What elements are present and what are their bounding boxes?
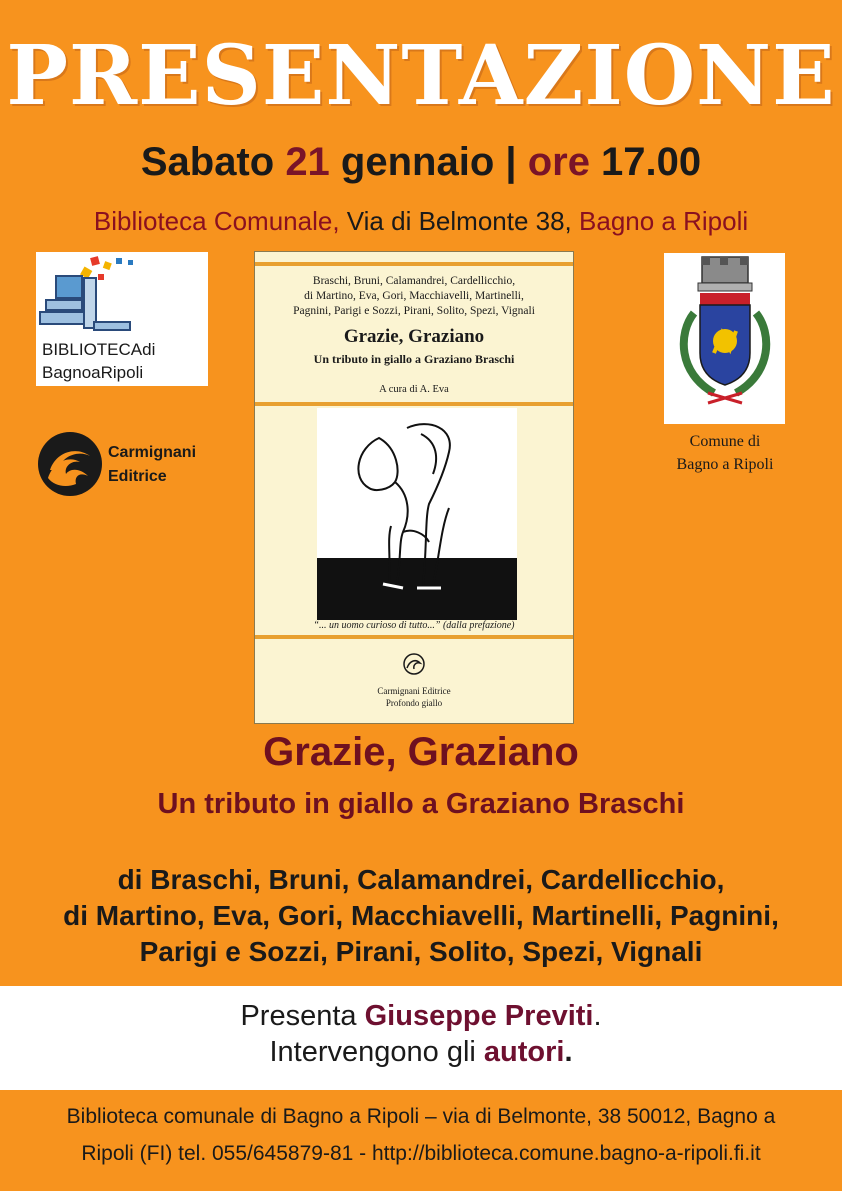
presenter-line: [0, 1000, 842, 1033]
coat-of-arms-icon: [664, 253, 785, 424]
book-title: Grazie, Graziano: [263, 730, 579, 774]
book-authors-line1: di Braschi, Bruni, Calamandrei, Cardellicchio,: [117, 864, 725, 895]
book-subtitle: Un tributo in giallo a Graziano Braschi: [157, 788, 685, 820]
cover-illustration: [317, 408, 517, 620]
venue-place: Biblioteca Comunale,: [93, 206, 340, 236]
speakers-suffix: .: [564, 1036, 573, 1068]
cover-curator: A cura di A. Eva: [379, 384, 449, 395]
event-date: [0, 140, 842, 185]
library-logo-icon: [36, 252, 208, 342]
venue-street: Via di Belmonte 38,: [339, 206, 572, 236]
municipality-crest: [664, 253, 785, 424]
footer-line2: Ripoli (FI) tel. 055/645879-81 - http://biblioteca.comune.bagno-a-ripoli.fi.it: [81, 1142, 761, 1165]
publisher-logo: [36, 430, 226, 500]
publisher-mark-icon: [402, 652, 426, 676]
publisher-logo-line2: Editrice: [108, 468, 167, 485]
municipality-caption-line2: Bagno a Ripoli: [676, 456, 774, 473]
speakers-prefix: Intervengono gli: [269, 1036, 484, 1068]
speakers-line: [0, 1036, 842, 1069]
presenter-name: Giuseppe Previti: [364, 1000, 594, 1032]
event-venue: [0, 206, 842, 237]
book-authors-line3: Parigi e Sozzi, Pirani, Solito, Spezi, Vignali: [139, 936, 703, 967]
cover-stripe: [255, 635, 573, 639]
cover-quote: “... un uomo curioso di tutto...” (dalla prefazione): [313, 620, 515, 631]
book-authors: [0, 862, 842, 970]
cover-authors-line3: Pagnini, Parigi e Sozzi, Pirani, Solito, Spezi, Vignali: [293, 305, 535, 317]
library-logo-line2: BagnoaRipoli: [42, 363, 144, 382]
date-day-number: 21: [285, 140, 330, 184]
date-ore-label: ore: [527, 140, 590, 184]
presenter-prefix: Presenta: [240, 1000, 365, 1032]
cover-stripe: [255, 262, 573, 266]
poster-title: PRESENTAZIONE: [6, 28, 836, 124]
footer-line1: Biblioteca comunale di Bagno a Ripoli – via di Belmonte, 38 50012, Bagno a: [66, 1105, 776, 1128]
cover-authors-line1: Braschi, Bruni, Calamandrei, Cardellicchio,: [312, 275, 516, 287]
wave-icon: [36, 430, 106, 500]
library-logo: [36, 252, 208, 386]
publisher-logo-line1: Carmignani: [108, 444, 197, 461]
cover-title: Grazie, Graziano: [343, 326, 485, 347]
book-authors-line2: di Martino, Eva, Gori, Macchiavelli, Martinelli, Pagnini,: [63, 900, 779, 931]
cover-series: Profondo giallo: [385, 698, 443, 708]
library-logo-line1: BIBLIOTECAdi: [42, 340, 156, 359]
cover-publisher: Carmignani Editrice: [377, 686, 451, 696]
date-month: gennaio |: [329, 140, 528, 184]
date-time: 17.00: [589, 140, 702, 184]
venue-town: Bagno a Ripoli: [571, 206, 749, 236]
municipality-caption: [640, 430, 810, 476]
cover-stripe: [255, 402, 573, 406]
cover-authors: [265, 274, 563, 319]
cover-authors-line2: di Martino, Eva, Gori, Macchiavelli, Martinelli,: [304, 290, 524, 302]
footer-contact: [0, 1098, 842, 1172]
figure-illustration-icon: [317, 408, 517, 620]
cover-subtitle: Un tributo in giallo a Graziano Braschi: [313, 352, 515, 366]
municipality-caption-line1: Comune di: [689, 433, 761, 450]
book-cover: [254, 251, 574, 724]
speakers-highlight: autori: [483, 1036, 565, 1068]
presenter-band: [0, 986, 842, 1090]
presenter-suffix: .: [593, 1000, 602, 1032]
date-day-prefix: Sabato: [140, 140, 286, 184]
